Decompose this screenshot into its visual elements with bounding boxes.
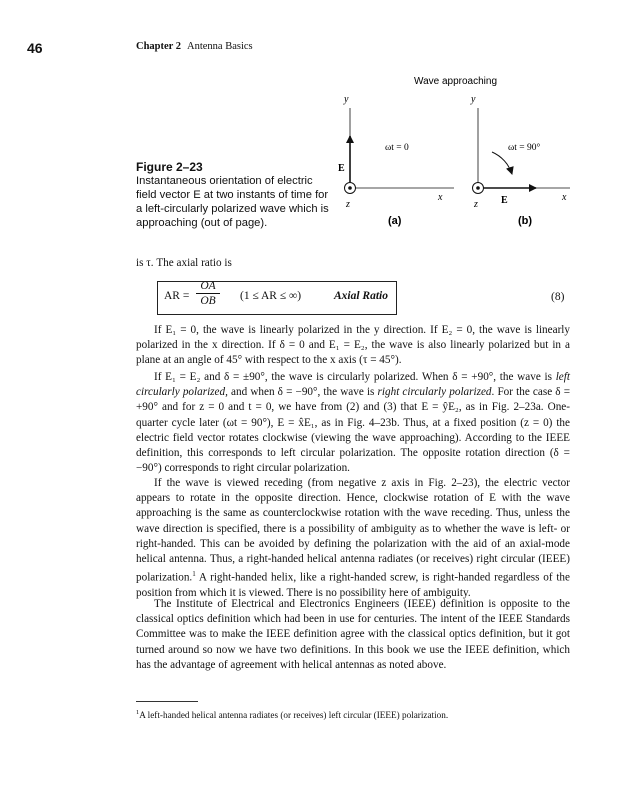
paragraph-linear-polarization: If E₁ = 0, the wave is linearly polarized in the y direction. If E₂ = 0, the wave is linearly polarized in the x direction. If δ = 0 and E₁ = E₂, the wave is also linearly polarized but in a plane at an angle of 45° with respect to the x axis (τ = 45°). [136,324,570,367]
p2-right-circular: right circularly polarized [377,386,492,399]
equation-denominator: OB [200,295,216,307]
figure-title: Figure 2–23 [136,160,203,174]
chapter-label: Chapter 2 [136,41,182,52]
polarization-figure [330,70,590,240]
footnote-text: A left-handed helical antenna radiates (or receives) left circular (IEEE) polarization. [139,710,449,721]
panel-a-x-label: x [438,192,443,203]
paragraph-ieee-definition: The Institute of Electrical and Electronics Engineers (IEEE) definition is opposite to the classical optics definition which had been in use for centuries. The intent of the IEEE Standards Committee was to make the IEEE definition agree with the classical optics definition, but it got turned around so now we have two definitions. In this book we use the IEEE definition, which has the advantage of agreement with helical antennas as noted above. [136,598,570,671]
footnote-rule [136,701,198,702]
equation-condition: (1 ≤ AR ≤ ∞) [240,290,302,302]
axial-ratio-equation [157,281,397,315]
panel-b-z-label: z [474,199,478,210]
footnote-reference: 1 [192,570,196,579]
panel-b [470,94,570,227]
p2-text-c: and when δ = −90°, the wave is [227,386,378,399]
page-number: 46 [27,40,43,56]
panel-a [338,94,454,227]
equation-fraction [196,280,220,307]
panel-b-x-label: x [562,192,567,203]
panel-a-z-label: z [346,199,350,210]
panel-b-rotation-arrow [492,152,512,174]
panel-b-y-label: y [471,94,476,105]
panel-b-dot-icon [476,186,480,190]
panel-a-label: (a) [388,215,402,227]
panel-a-dot-icon [348,186,352,190]
panel-b-label: (b) [518,215,533,227]
panel-b-e-label: E [501,195,508,206]
figure-caption [136,160,336,230]
running-head [136,41,253,52]
equation-number: (8) [551,291,565,303]
panel-b-time: ωt = 90° [508,143,541,153]
p2-text-e: . For the case δ = +90° and for z = 0 and t = 0, we have from (2) and (3) that E = ŷE₂, as in Fig. 2–23a. One-quarter cycle later (ωt = 90°), E = x̂E₁, as in Fig. 4–23b. Thus, at a fixed position (z = 0) the electric field vector rotates clockwise (viewing the wave approaching). According to the IEEE definition, this corresponds to left circular polarization. The opposite rotation direction (δ = −90°) corresponds to right circular polarization. [136,386,571,475]
figure-caption-text: Instantaneous orientation of electric field vector E at two instants of time for a left-circularly polarized wave which is approaching (out of page). [136,175,329,229]
equation-name: Axial Ratio [334,290,388,302]
p3-text-a: If the wave is viewed receding (from negative z axis in Fig. 2–23), the electric vector appears to rotate in the opposite direction. Hence, clockwise rotation of E with the wave approaching is the same as counterclockwise rotation with the wave receding. Thus, unless the wave direction is specified, there is a possibility of ambiguity as to whether the wave is left- or right-handed. This can be avoided by defining the polarization with the aid of an axial-mode helical antenna. Thus, a right-handed helical antenna radiates (or receives) right circular (IEEE) polarization. [136,477,570,584]
p2-text-a: If E₁ = E₂ and δ = ±90°, the wave is circularly polarized. When δ = +90°, the wave is [154,371,556,383]
p3-text-b: A right-handed helix, like a right-handed screw, is right-handed regardless of the position from which it is viewed. There is no possibility here of ambiguity. [136,571,570,600]
equation-lhs: AR = [164,290,190,302]
panel-a-e-label: E [338,163,345,174]
footnote [136,709,576,720]
equation-numerator: OA [200,280,216,292]
panel-a-y-label: y [344,94,349,105]
p2-left-circular: left circularly polarized, [136,371,570,399]
footnote-mark: 1 [136,709,140,716]
intro-line: is τ. The axial ratio is [136,257,232,269]
paragraph-receding-wave [136,476,570,601]
chapter-title: Antenna Basics [187,41,253,52]
wave-approaching-label: Wave approaching [414,76,498,87]
fraction-bar [196,293,220,294]
paragraph-circular-polarization [136,370,570,476]
panel-a-time: ωt = 0 [385,143,409,153]
